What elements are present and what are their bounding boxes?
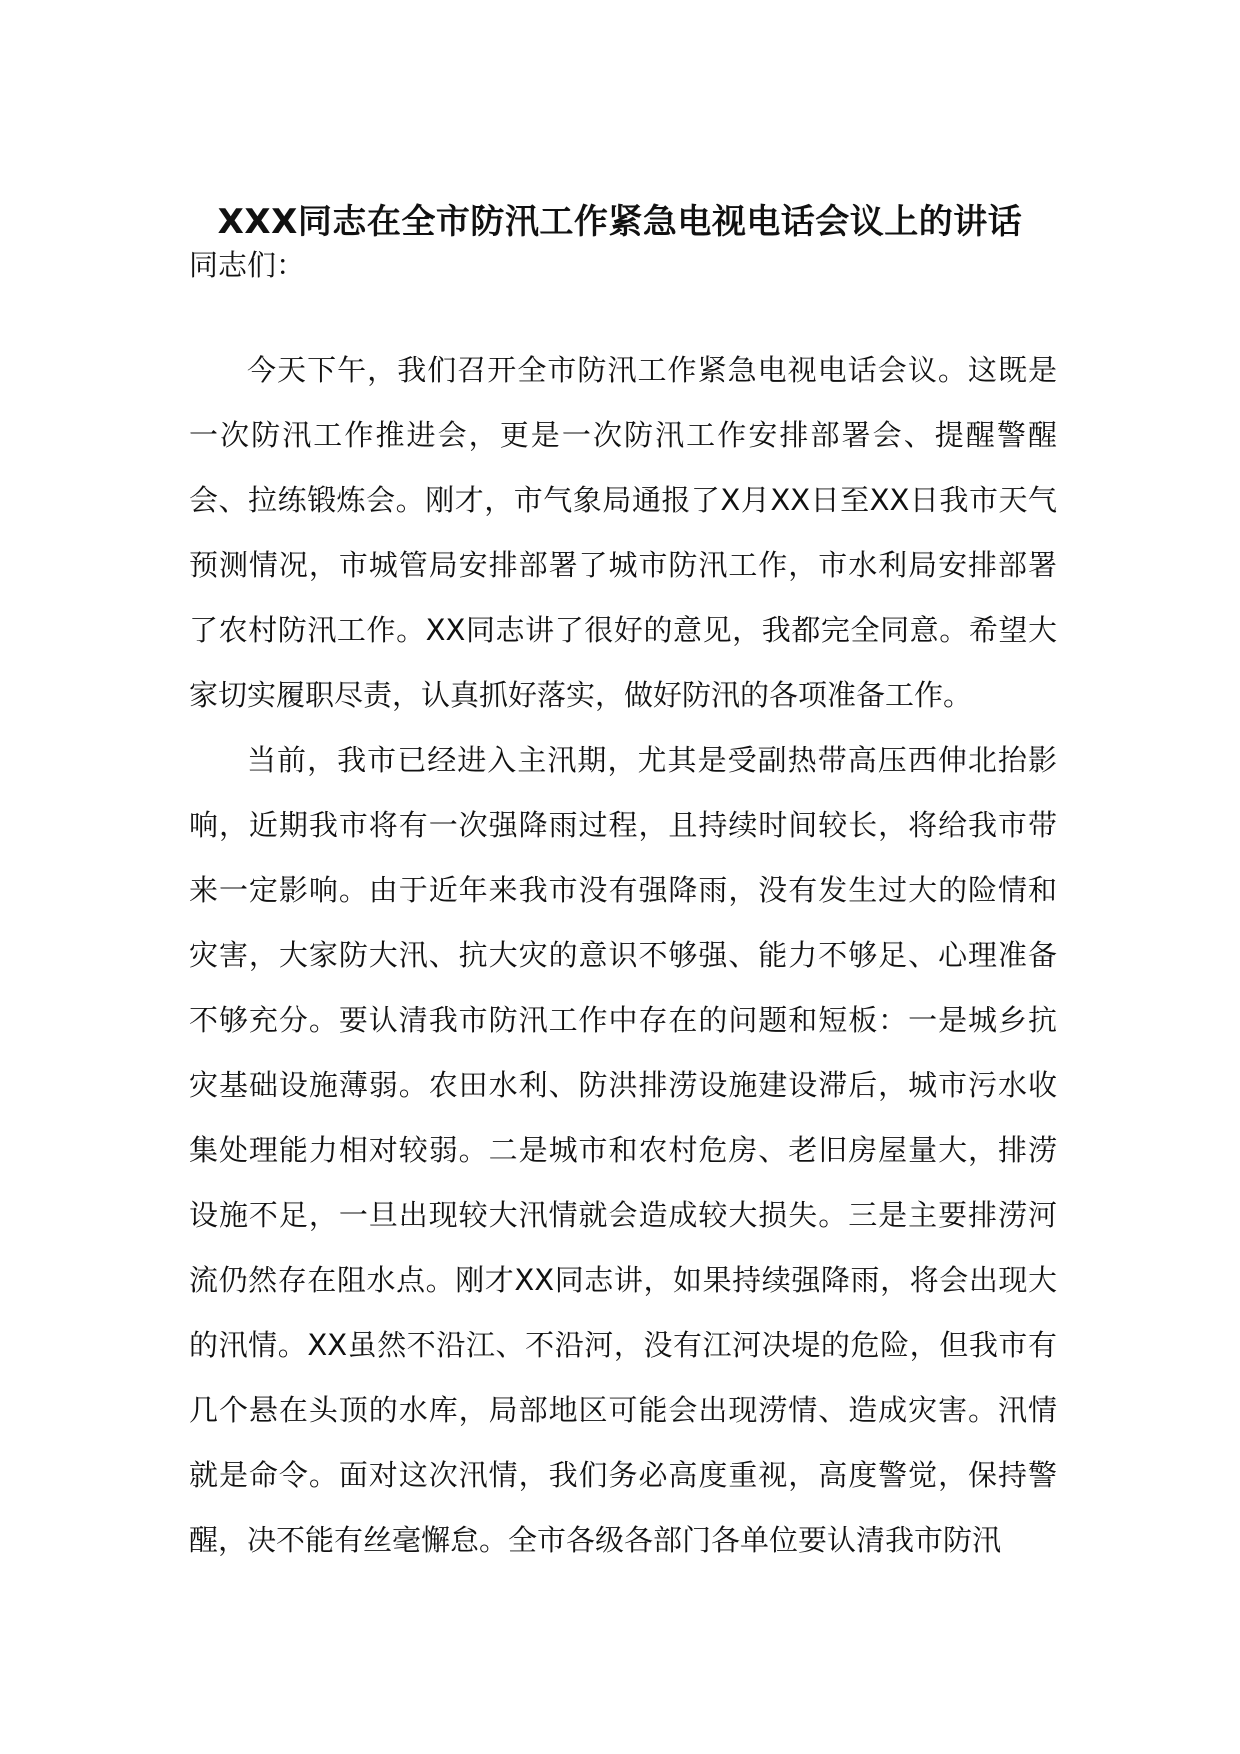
paragraph-situation: 当前，我市已经进入主汛期，尤其是受副热带高压西伸北抬影响，近期我市将有一次强降雨过程，且持续时间较长，将给我市带来一定影响。由于近年来我市没有强降雨，没有发生过大的险情和灾害，大家防大汛、抗大灾的意识不够强、能力不够足、心理准备不够充分。要认清我市防汛工作中存在的问题和短板：一是城乡抗灾基础设施薄弱。农田水利、防洪排涝设施建设滞后，城市污水收集处理能力相对较弱。二是城市和农村危房、老旧房屋量大，排涝设施不足，一旦出现较大汛情就会造成较大损失。三是主要排涝河流仍然存在阻水点。刚才XX同志讲，如果持续强降雨，将会出现大的汛情。XX虽然不沿江、不沿河，没有江河决堤的危险，但我市有几个悬在头顶的水库，局部地区可能会出现涝情、造成灾害。汛情就是命令。面对这次汛情，我们务必高度重视，高度警觉，保持警醒，决不能有丝毫懈怠。全市各级各部门各单位要认清我市防汛 (189, 743, 1057, 1557)
document-title: XXX同志在全市防汛工作紧急电视电话会议上的讲话 (217, 202, 1023, 242)
salutation: 同志们： (189, 248, 306, 282)
document-body (189, 338, 1057, 1573)
paragraph-opening: 今天下午，我们召开全市防汛工作紧急电视电话会议。这既是一次防汛工作推进会，更是一次防汛工作安排部署会、提醒警醒会、拉练锻炼会。刚才，市气象局通报了X月XX日至XX日我市天气预测情况，市城管局安排部署了城市防汛工作，市水利局安排部署了农村防汛工作。XX同志讲了很好的意见，我都完全同意。希望大家切实履职尽责，认真抓好落实，做好防汛的各项准备工作。 (189, 353, 1057, 712)
